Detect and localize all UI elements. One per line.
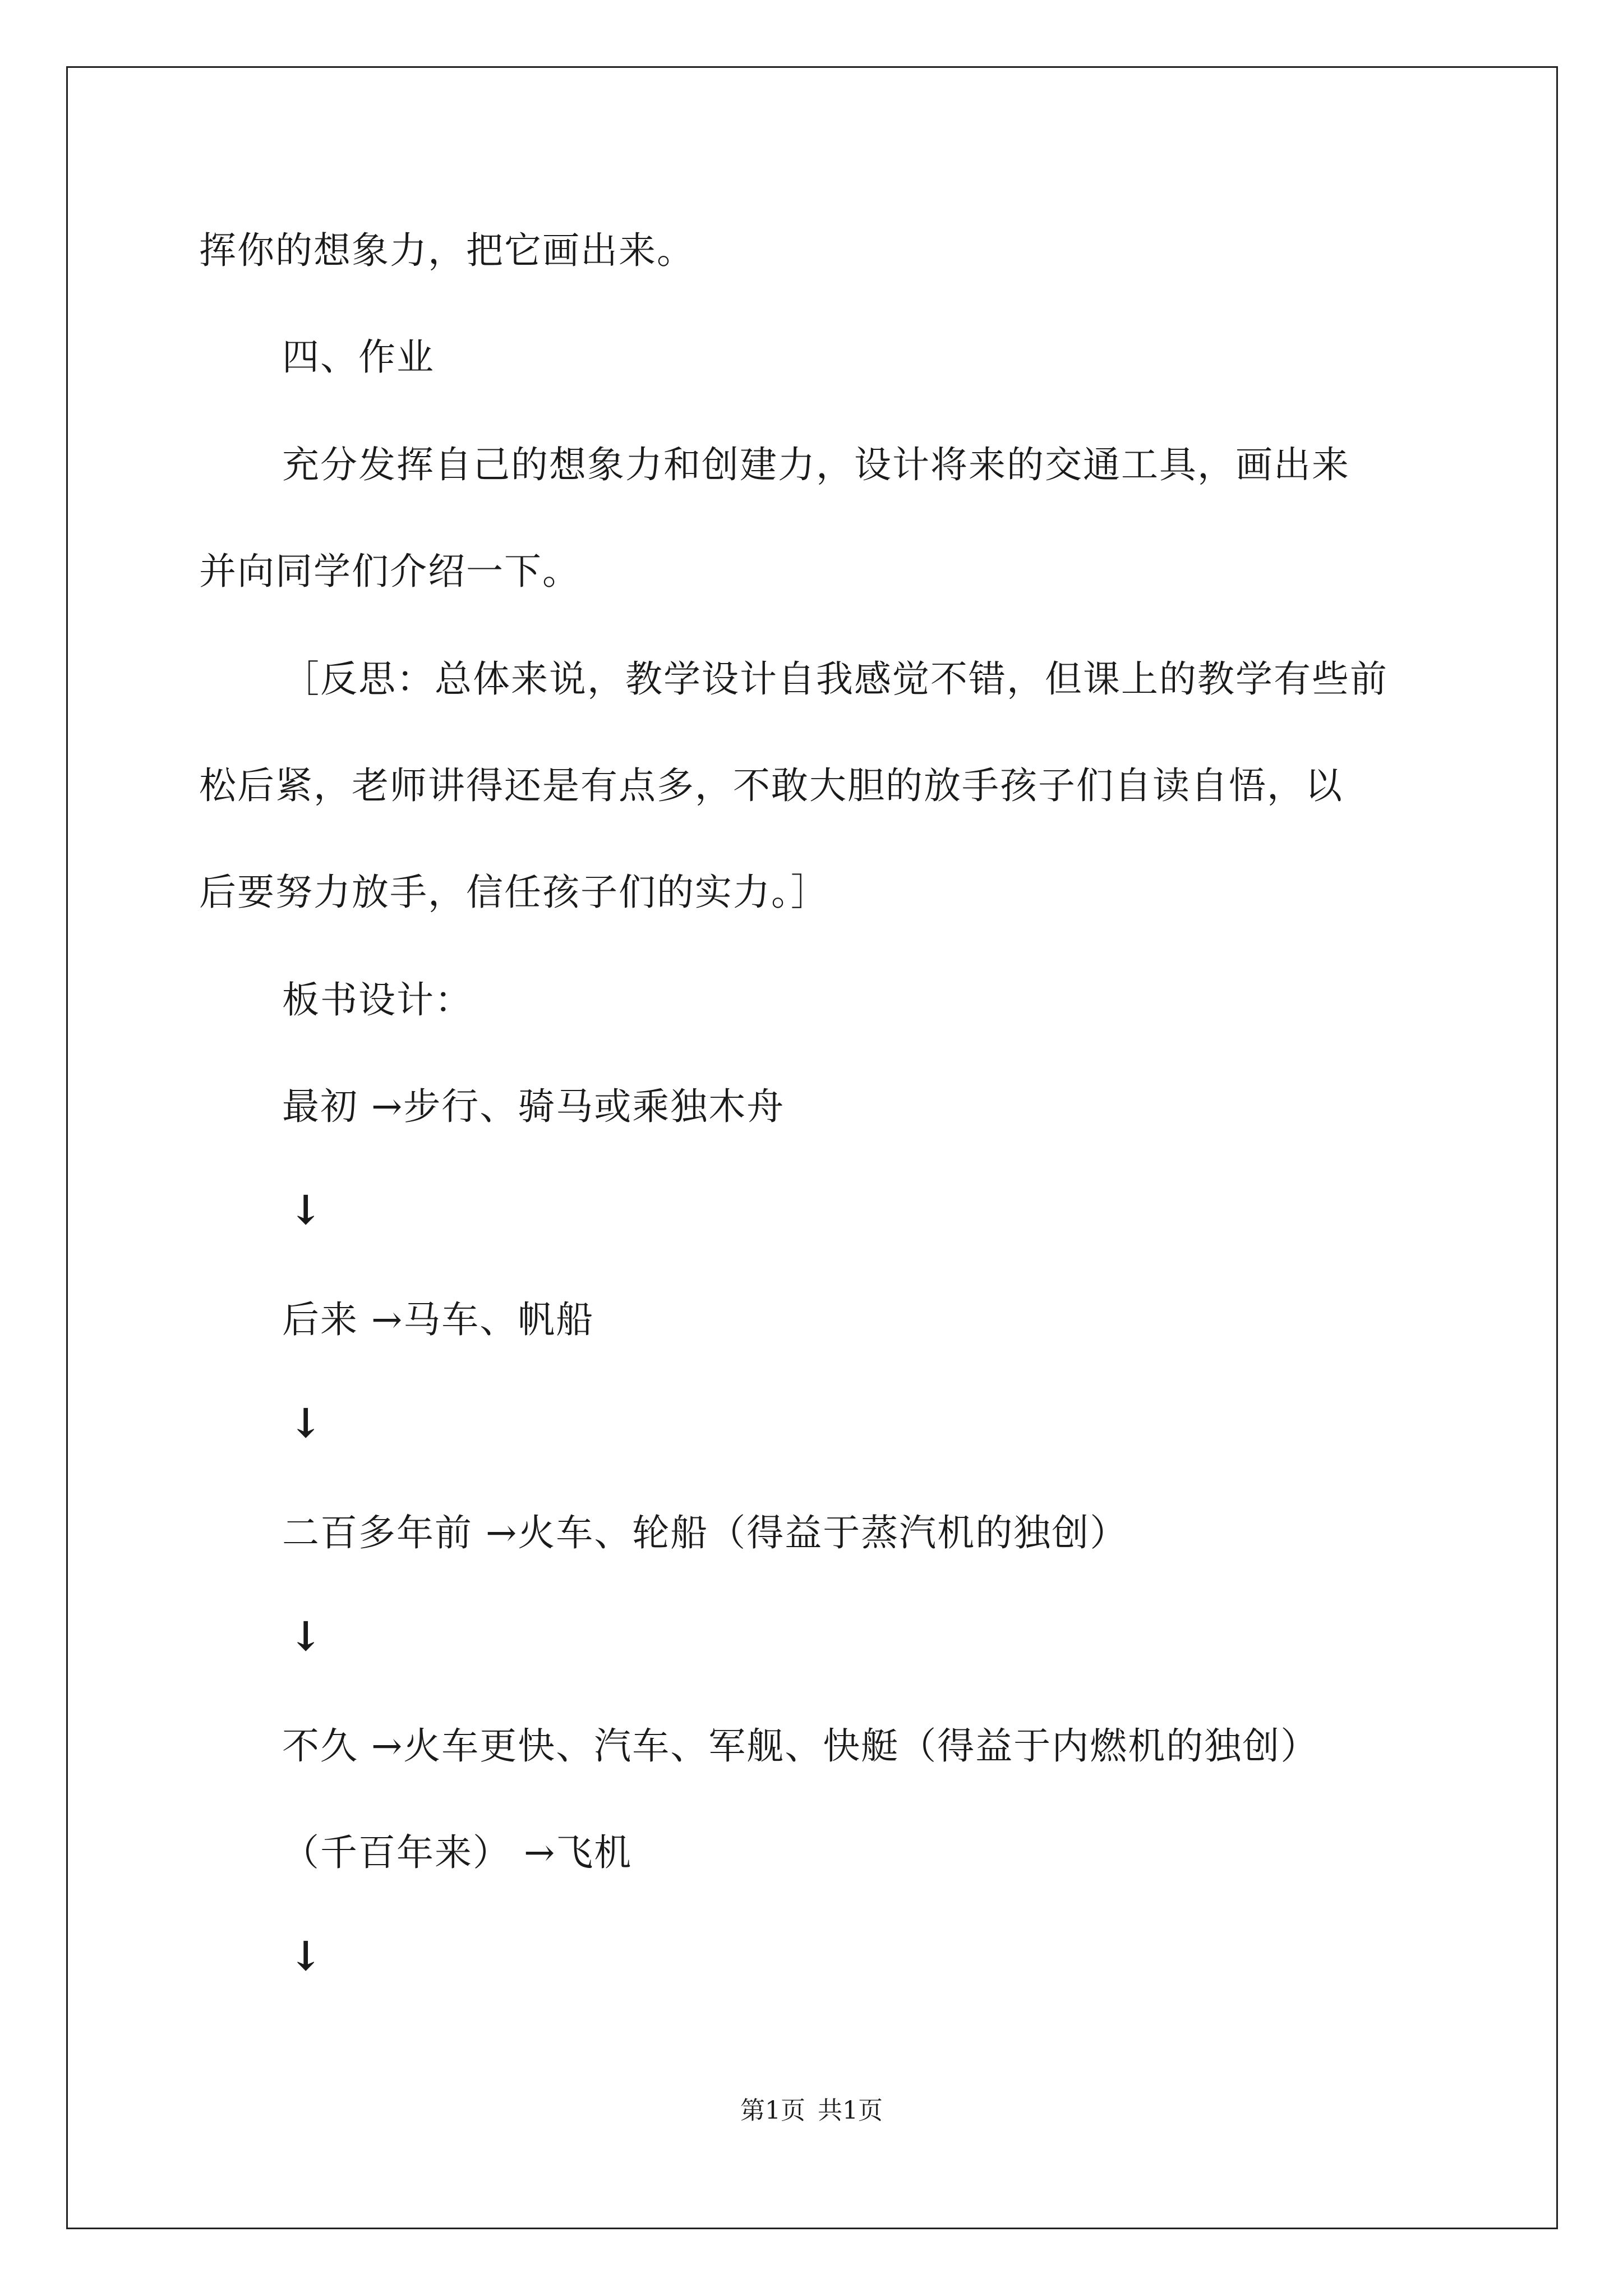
text-line: ［反思：总体来说，教学设计自我感觉不错，但课上的教学有些前 — [282, 657, 1388, 701]
text-line: 充分发挥自己的想象力和创建力，设计将来的交通工具，画出来 — [282, 443, 1350, 486]
board-line: 最初 →步行、骑马或乘独木舟 — [282, 1085, 785, 1128]
page-footer: 第1页 共1页 — [740, 2096, 883, 2125]
down-arrow-icon: ↓ — [289, 1186, 323, 1234]
board-line: 后来 →马车、帆船 — [282, 1298, 594, 1341]
down-arrow-icon: ↓ — [289, 1399, 323, 1447]
text-line: 后要努力放手，信任孩子们的实力。］ — [199, 871, 829, 914]
down-arrow-icon: ↓ — [289, 1932, 323, 1980]
text-line: 挥你的想象力，把它画出来。 — [199, 229, 695, 272]
board-line: （千百年来） →飞机 — [282, 1831, 633, 1874]
down-arrow-icon: ↓ — [289, 1612, 323, 1660]
board-line: 不久 →火车更快、汽车、军舰、快艇（得益于内燃机的独创） — [282, 1724, 1319, 1768]
board-design-heading: 板书设计： — [282, 978, 473, 1022]
section-heading: 四、作业 — [282, 335, 435, 379]
board-line: 二百多年前 →火车、轮船（得益于蒸汽机的独创） — [282, 1511, 1128, 1554]
page-border — [66, 66, 1558, 2229]
text-line: 松后紧，老师讲得还是有点多，不敢大胆的放手孩子们自读自悟，以 — [199, 764, 1343, 807]
text-line: 并向同学们介绍一下。 — [199, 550, 580, 593]
